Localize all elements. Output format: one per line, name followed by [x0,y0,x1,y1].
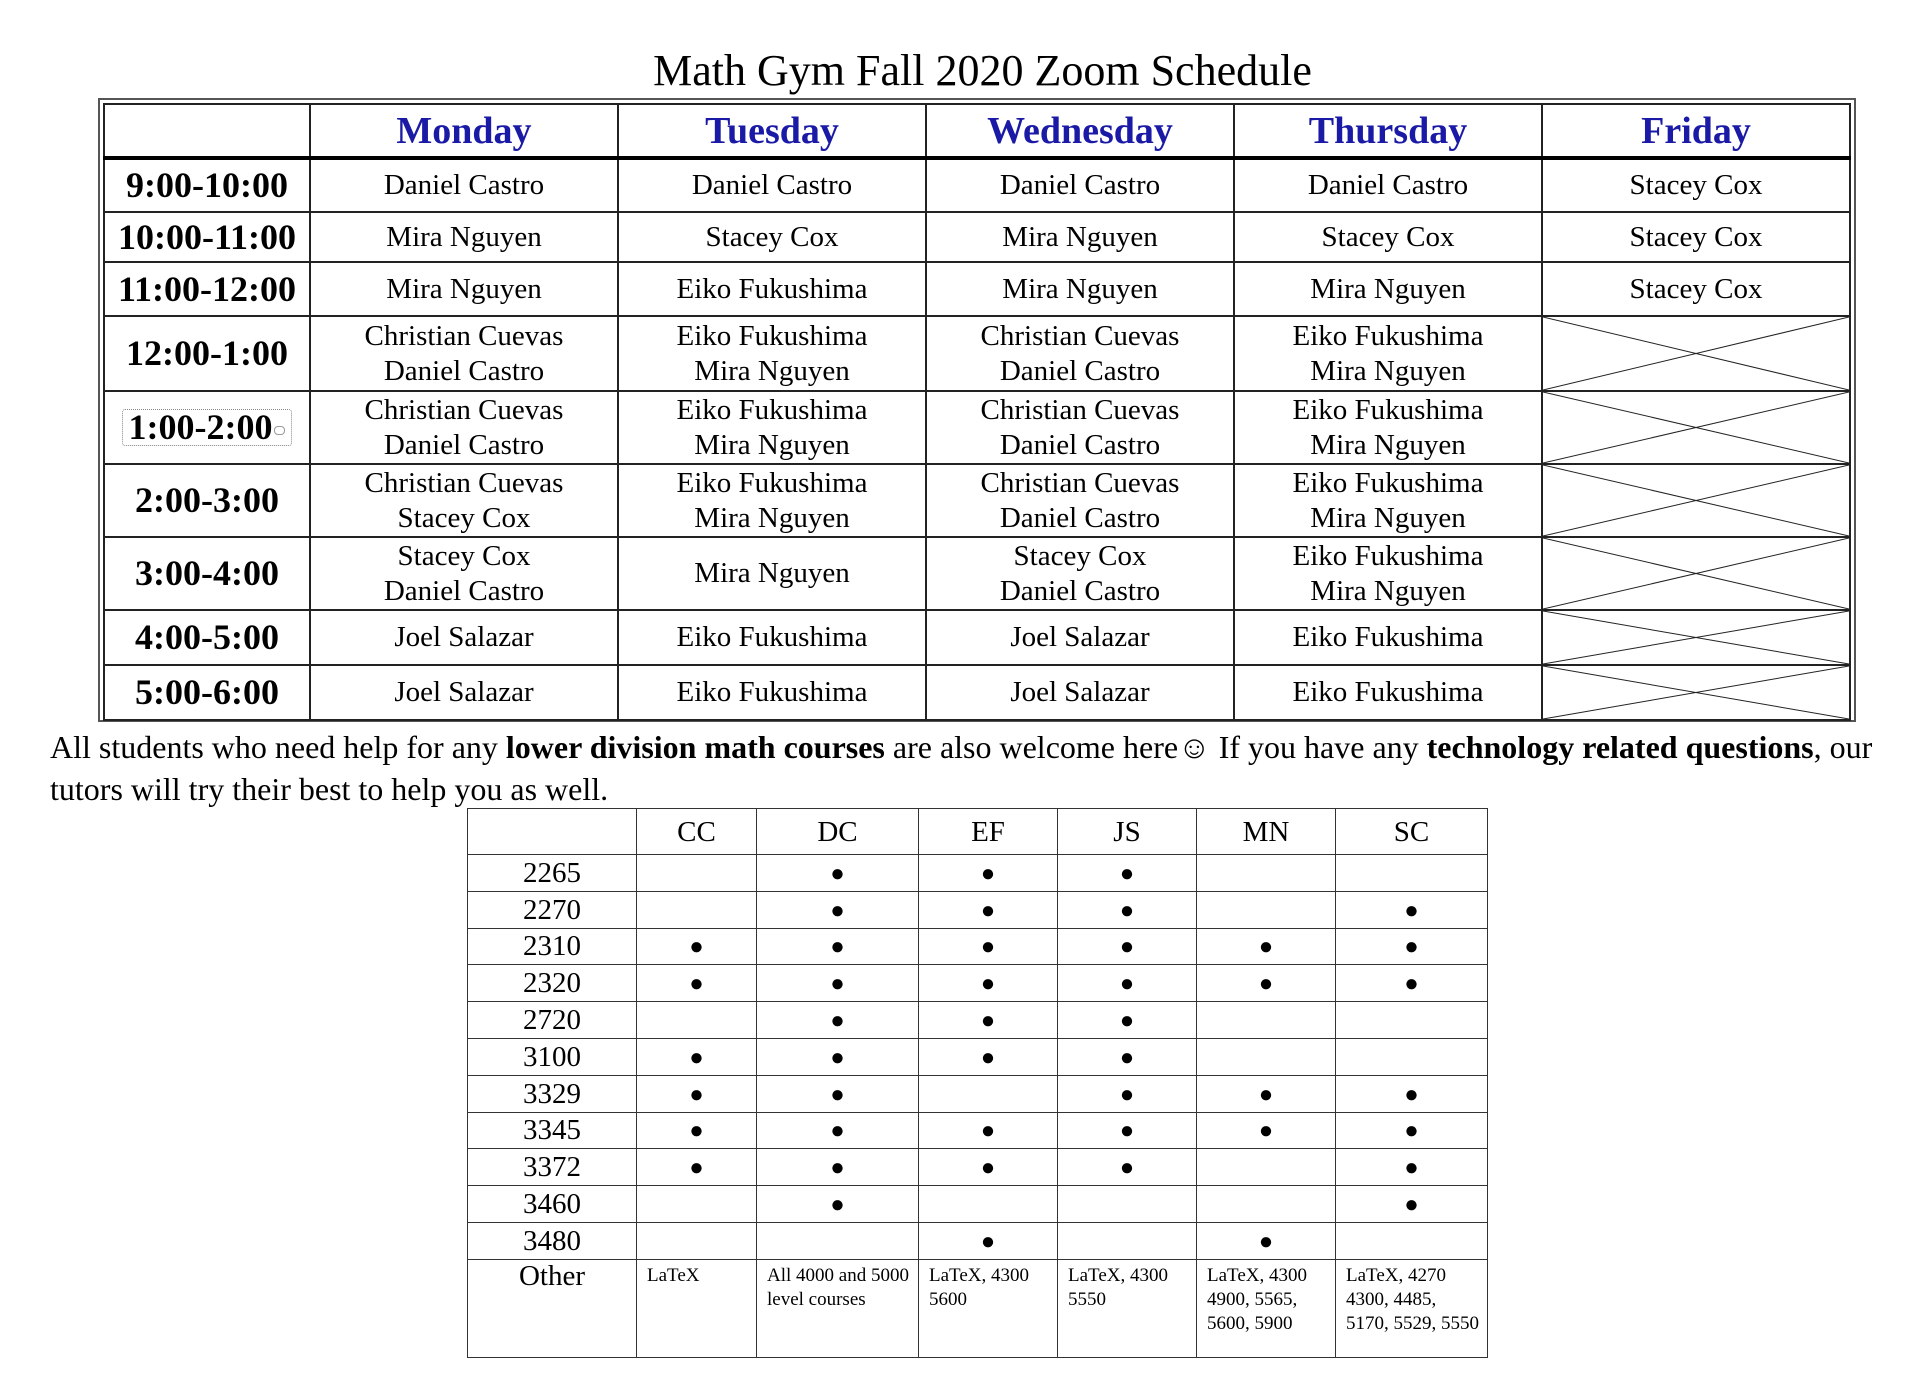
bullet-icon: ● [830,860,845,887]
coverage-cell [1336,1075,1488,1112]
coverage-cell [637,891,757,928]
coverage-cell [1197,1002,1336,1039]
cross-out-icon [1543,611,1849,664]
course-number: 3480 [468,1222,637,1259]
schedule-table [103,103,1851,721]
coverage-cell [757,1038,919,1075]
bullet-icon: ● [1119,934,1135,961]
course-number: 3345 [468,1112,637,1149]
coverage-cell [919,1149,1058,1186]
bullet-icon: ● [689,1081,704,1108]
tutor-name: Stacey Cox [1629,220,1763,253]
tutor-name: Eiko Fukushima [1292,466,1484,499]
tutor-cell [310,262,618,316]
bullet-icon: ● [830,1044,845,1071]
coverage-cell [919,1038,1058,1075]
coverage-cell [919,1186,1058,1223]
tutor-name: Mira Nguyen [1002,220,1158,253]
tutor-cell [926,464,1234,537]
note-text: are also welcome here☺ If you have any [884,729,1427,765]
bullet-icon: ● [830,1118,845,1145]
coverage-cell [1336,1222,1488,1259]
bullet-icon: ● [980,1118,996,1145]
tutor-name: Eiko Fukushima [676,621,868,653]
tutor-cell [618,391,926,464]
course-row [468,1186,1488,1223]
coverage-cell [757,1002,919,1039]
course-row [468,1149,1488,1186]
tutor-name: Eiko Fukushima [676,393,868,426]
unavailable-cell [1542,610,1850,665]
tutor-name: Mira Nguyen [694,428,850,461]
time-slot-label: 1:00-2:00 [128,407,273,447]
tutor-initials-header: JS [1058,809,1197,855]
course-row [468,1112,1488,1149]
coverage-cell [1336,891,1488,928]
tutor-cell [310,316,618,391]
time-slot: 9:00-10:00 [104,158,310,212]
other-label: Other [468,1259,637,1357]
bullet-icon: ● [1404,934,1419,961]
course-row [468,1002,1488,1039]
coverage-cell [919,855,1058,892]
bullet-icon: ● [1119,1008,1135,1035]
tutor-name: Joel Salazar [1010,676,1150,708]
tutor-initials-header: MN [1197,809,1336,855]
schedule-body [104,158,1850,720]
coverage-cell [637,1002,757,1039]
tutor-cell [1234,665,1542,720]
other-row [468,1259,1488,1357]
schedule-row [104,665,1850,720]
tutor-cell [1234,262,1542,316]
tutor-initials-header: CC [637,809,757,855]
coverage-cell [1336,965,1488,1002]
courses-table-frame [467,808,1487,1358]
schedule-row [104,610,1850,665]
bullet-icon: ● [980,1155,996,1182]
schedule-row [104,262,1850,316]
coverage-cell [1336,1002,1488,1039]
tutor-cell [618,537,926,610]
tutor-name: Mira Nguyen [1310,354,1466,387]
bullet-icon: ● [980,934,996,961]
coverage-cell [637,855,757,892]
tutor-name: Christian Cuevas [980,466,1180,499]
schedule-row [104,537,1850,610]
coverage-cell [1336,855,1488,892]
other-courses-cell: LaTeX, 4270 4300, 4485, 5170, 5529, 5550 [1336,1259,1488,1357]
tutor-cell [310,212,618,262]
tutor-name: Joel Salazar [1010,621,1150,653]
schedule-header-row [104,104,1850,158]
bullet-icon: ● [980,971,996,998]
bullet-icon: ● [1258,1118,1274,1145]
time-slot: 5:00-6:00 [104,665,310,720]
tutor-name: Joel Salazar [394,621,534,653]
unavailable-cell [1542,391,1850,464]
tutor-name: Daniel Castro [1307,169,1469,201]
cross-out-icon [1543,538,1849,609]
coverage-cell [1197,1038,1336,1075]
other-courses-cell: LaTeX, 4300 4900, 5565, 5600, 5900 [1197,1259,1336,1357]
tutor-name: Mira Nguyen [694,501,850,534]
time-slot [104,391,310,464]
tutor-cell [926,537,1234,610]
tutor-name: Daniel Castro [999,428,1161,461]
tutor-name: Eiko Fukushima [676,676,868,708]
bullet-icon: ● [1119,1081,1135,1108]
help-note [50,726,1890,810]
coverage-cell [1058,891,1197,928]
coverage-cell [757,928,919,965]
tutor-cell [1542,212,1850,262]
coverage-cell [1197,1149,1336,1186]
tutor-cell [1542,158,1850,212]
coverage-cell [757,1112,919,1149]
coverage-cell [1336,1112,1488,1149]
schedule-table-frame [98,98,1856,722]
tutor-cell [310,158,618,212]
tutor-name: Eiko Fukushima [1292,676,1484,708]
tutor-name: Joel Salazar [394,676,534,708]
tutor-name: Eiko Fukushima [1292,393,1484,426]
tutor-name: Mira Nguyen [1002,272,1158,305]
coverage-cell [757,965,919,1002]
bullet-icon: ● [1119,1118,1135,1145]
unavailable-cell [1542,537,1850,610]
corner-cell [468,809,637,855]
coverage-cell [1058,1149,1197,1186]
tutor-name: Christian Cuevas [364,319,564,352]
tutor-cell [310,537,618,610]
tutor-name: Daniel Castro [999,501,1161,534]
tutor-cell [310,665,618,720]
tutor-name: Mira Nguyen [694,557,850,589]
coverage-cell [637,1149,757,1186]
tutor-name: Mira Nguyen [1310,428,1466,461]
schedule-row [104,464,1850,537]
coverage-cell [919,1222,1058,1259]
tutor-cell [926,665,1234,720]
coverage-cell [919,891,1058,928]
coverage-cell [1197,1222,1336,1259]
coverage-cell [919,965,1058,1002]
other-courses-cell: All 4000 and 5000 level courses [757,1259,919,1357]
coverage-cell [919,928,1058,965]
coverage-cell [757,891,919,928]
course-row [468,1038,1488,1075]
note-bold: lower division math courses [505,729,885,765]
bullet-icon: ● [689,1044,704,1071]
tutor-name: Eiko Fukushima [1292,319,1484,352]
tutor-name: Eiko Fukushima [676,466,868,499]
time-slot: 11:00-12:00 [104,262,310,316]
tutor-name: Stacey Cox [397,539,531,572]
bullet-icon: ● [1404,1155,1419,1182]
tutor-cell [618,316,926,391]
cross-out-icon [1543,666,1849,719]
schedule-row [104,158,1850,212]
bullet-icon: ● [689,1118,704,1145]
coverage-cell [1058,1075,1197,1112]
tutor-name: Daniel Castro [691,169,853,201]
bullet-icon: ● [830,897,845,924]
bullet-icon: ● [1258,971,1274,998]
cross-out-icon [1543,392,1849,463]
tutor-cell [1234,316,1542,391]
coverage-cell [1197,855,1336,892]
time-slot: 3:00-4:00 [104,537,310,610]
bullet-icon: ● [980,1228,996,1255]
tutor-cell [926,212,1234,262]
bullet-icon: ● [830,1192,845,1219]
courses-table [467,808,1488,1358]
coverage-cell [1197,965,1336,1002]
coverage-cell [637,1186,757,1223]
tutor-name: Mira Nguyen [386,272,542,305]
bullet-icon: ● [1119,971,1135,998]
tutor-cell [1234,537,1542,610]
tutor-name: Mira Nguyen [386,220,542,253]
tutor-name: Daniel Castro [383,354,545,387]
bullet-icon: ● [830,934,845,961]
bullet-icon: ● [980,860,996,887]
time-slot: 4:00-5:00 [104,610,310,665]
coverage-cell [1336,1149,1488,1186]
schedule-row [104,391,1850,464]
coverage-cell [757,855,919,892]
bullet-icon: ● [1404,1118,1419,1145]
course-number: 3100 [468,1038,637,1075]
bullet-icon: ● [1119,1155,1135,1182]
tutor-cell [926,262,1234,316]
tutor-cell [618,262,926,316]
coverage-cell [1058,1222,1197,1259]
cross-out-icon [1543,317,1849,390]
tutor-cell [926,316,1234,391]
coverage-cell [1336,928,1488,965]
tutor-name: Daniel Castro [999,574,1161,607]
bullet-icon: ● [830,971,845,998]
tutor-name: Stacey Cox [1629,169,1763,201]
coverage-cell [1058,1112,1197,1149]
tutor-name: Daniel Castro [999,169,1161,201]
other-courses-cell: LaTeX, 4300 5600 [919,1259,1058,1357]
course-number: 3329 [468,1075,637,1112]
coverage-cell [919,1075,1058,1112]
tutor-name: Eiko Fukushima [1292,539,1484,572]
tutor-cell [310,391,618,464]
course-row [468,855,1488,892]
bullet-icon: ● [1258,1081,1274,1108]
coverage-cell [1058,1038,1197,1075]
course-row [468,1075,1488,1112]
tutor-cell [1234,464,1542,537]
course-number: 2720 [468,1002,637,1039]
tutor-cell [618,464,926,537]
tutor-name: Stacey Cox [1321,220,1455,253]
other-courses-cell: LaTeX, 4300 5550 [1058,1259,1197,1357]
resize-handle-icon [274,426,285,435]
bullet-icon: ● [980,1008,996,1035]
tutor-name: Stacey Cox [1629,272,1763,305]
coverage-cell [757,1222,919,1259]
coverage-cell [1058,928,1197,965]
tutor-name: Daniel Castro [999,354,1161,387]
coverage-cell [919,1002,1058,1039]
coverage-cell [637,1075,757,1112]
tutor-name: Eiko Fukushima [676,272,868,305]
schedule-row [104,316,1850,391]
tutor-name: Mira Nguyen [1310,272,1466,305]
tutor-name: Mira Nguyen [1310,501,1466,534]
coverage-cell [1336,1038,1488,1075]
bullet-icon: ● [1404,1192,1419,1219]
bullet-icon: ● [830,1155,845,1182]
course-number: 3372 [468,1149,637,1186]
courses-header-row [468,809,1488,855]
time-slot: 10:00-11:00 [104,212,310,262]
tutor-cell [926,610,1234,665]
tutor-cell [926,391,1234,464]
course-number: 2265 [468,855,637,892]
day-header: Wednesday [926,104,1234,158]
coverage-cell [1058,1186,1197,1223]
tutor-cell [310,610,618,665]
tutor-cell [1234,212,1542,262]
tutor-name: Mira Nguyen [1310,574,1466,607]
unavailable-cell [1542,316,1850,391]
bullet-icon: ● [830,1081,845,1108]
tutor-name: Stacey Cox [397,501,531,534]
corner-cell [104,104,310,158]
tutor-name: Daniel Castro [383,574,545,607]
bullet-icon: ● [980,1044,996,1071]
coverage-cell [1058,965,1197,1002]
coverage-cell [919,1112,1058,1149]
unavailable-cell [1542,665,1850,720]
course-number: 2320 [468,965,637,1002]
bullet-icon: ● [689,1155,704,1182]
coverage-cell [1197,1112,1336,1149]
bullet-icon: ● [1404,971,1419,998]
course-row [468,928,1488,965]
coverage-cell [637,1222,757,1259]
bullet-icon: ● [1258,1228,1274,1255]
note-text: All students who need help for any [50,729,506,765]
course-number: 2310 [468,928,637,965]
coverage-cell [757,1149,919,1186]
coverage-cell [1197,891,1336,928]
unavailable-cell [1542,464,1850,537]
coverage-cell [1336,1186,1488,1223]
coverage-cell [1058,855,1197,892]
coverage-cell [637,965,757,1002]
bullet-icon: ● [1119,860,1135,887]
note-bold: technology related questions [1426,729,1814,765]
coverage-cell [1197,1186,1336,1223]
page-title: Math Gym Fall 2020 Zoom Schedule [653,46,1312,95]
tutor-name: Mira Nguyen [694,354,850,387]
bullet-icon: ● [1404,897,1419,924]
bullet-icon: ● [1119,897,1135,924]
tutor-cell [618,212,926,262]
note-text: , our tutors will try their best to help you as well. [50,729,1873,807]
tutor-name: Daniel Castro [383,169,545,201]
tutor-name: Christian Cuevas [980,319,1180,352]
coverage-cell [1058,1002,1197,1039]
course-row [468,891,1488,928]
day-header: Monday [310,104,618,158]
tutor-cell [1234,158,1542,212]
tutor-name: Eiko Fukushima [1292,621,1484,653]
other-courses-cell: LaTeX [637,1259,757,1357]
bullet-icon: ● [830,1008,845,1035]
coverage-cell [757,1186,919,1223]
tutor-name: Stacey Cox [705,220,839,253]
tutor-cell [618,665,926,720]
tutor-name: Christian Cuevas [364,393,564,426]
tutor-name: Eiko Fukushima [676,319,868,352]
course-row [468,1222,1488,1259]
tutor-name: Christian Cuevas [980,393,1180,426]
courses-body [468,809,1488,1358]
coverage-cell [1197,1075,1336,1112]
tutor-cell [310,464,618,537]
tutor-name: Christian Cuevas [364,466,564,499]
day-header: Tuesday [618,104,926,158]
bullet-icon: ● [1119,1044,1135,1071]
tutor-initials-header: DC [757,809,919,855]
tutor-cell [618,610,926,665]
tutor-cell [1234,610,1542,665]
tutor-initials-header: SC [1336,809,1488,855]
bullet-icon: ● [689,971,704,998]
coverage-cell [637,1112,757,1149]
day-header: Thursday [1234,104,1542,158]
tutor-cell [1542,262,1850,316]
day-header: Friday [1542,104,1850,158]
bullet-icon: ● [1404,1081,1419,1108]
bullet-icon: ● [980,897,996,924]
course-number: 3460 [468,1186,637,1223]
bullet-icon: ● [689,934,704,961]
coverage-cell [637,928,757,965]
tutor-initials-header: EF [919,809,1058,855]
tutor-name: Daniel Castro [383,428,545,461]
course-number: 2270 [468,891,637,928]
tutor-cell [926,158,1234,212]
schedule-row [104,212,1850,262]
coverage-cell [637,1038,757,1075]
time-slot-selected[interactable] [122,409,293,446]
tutor-name: Stacey Cox [1013,539,1147,572]
coverage-cell [757,1075,919,1112]
cross-out-icon [1543,465,1849,536]
time-slot: 2:00-3:00 [104,464,310,537]
time-slot: 12:00-1:00 [104,316,310,391]
coverage-cell [1197,928,1336,965]
bullet-icon: ● [1258,934,1274,961]
course-row [468,965,1488,1002]
tutor-cell [618,158,926,212]
tutor-cell [1234,391,1542,464]
